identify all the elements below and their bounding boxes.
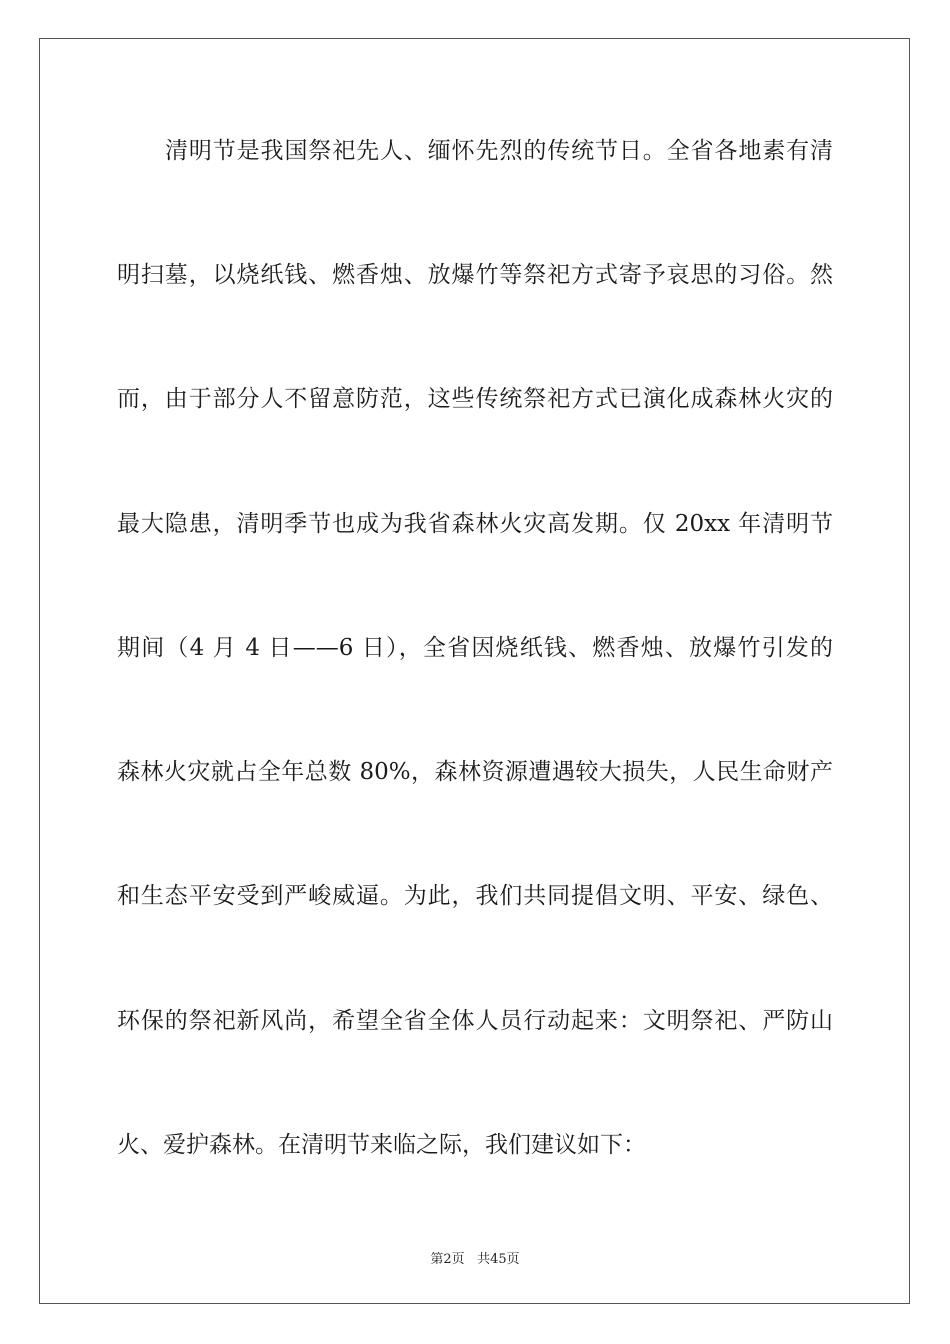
body-line-1: 清明节是我国祭祀先人、缅怀先烈的传统节日。全省各地素有清 [165, 138, 833, 164]
body-line-2: 明扫墓，以烧纸钱、燃香烛、放爆竹等祭祀方式寄予哀思的习俗。然 [117, 262, 833, 288]
total-prefix: 共 [477, 1252, 491, 1267]
page-number: 2 [443, 1252, 452, 1267]
body-line-3: 而，由于部分人不留意防范，这些传统祭祀方式已演化成森林火灾的 [117, 386, 833, 412]
page-prefix: 第 [430, 1252, 444, 1267]
page-suffix: 页 [451, 1252, 465, 1267]
body-line-5: 期间（4 月 4 日——6 日），全省因烧纸钱、燃香烛、放爆竹引发的 [117, 635, 833, 661]
body-line-6: 森林火灾就占全年总数 80%，森林资源遭遇较大损失，人民生命财产 [117, 759, 833, 785]
total-suffix: 页 [506, 1252, 520, 1267]
body-line-8: 环保的祭祀新风尚，希望全省全体人员行动起来：文明祭祀、严防山 [117, 1008, 833, 1034]
body-line-4: 最大隐患，清明季节也成为我省森林火灾高发期。仅 20xx 年清明节 [117, 511, 833, 537]
body-line-7: 和生态平安受到严峻威逼。为此，我们共同提倡文明、平安、绿色、 [117, 883, 833, 909]
page-footer [0, 1248, 950, 1267]
page-frame [39, 38, 910, 1304]
total-pages: 45 [490, 1252, 507, 1267]
body-line-9: 火、爱护森林。在清明节来临之际，我们建议如下： [117, 1132, 646, 1158]
